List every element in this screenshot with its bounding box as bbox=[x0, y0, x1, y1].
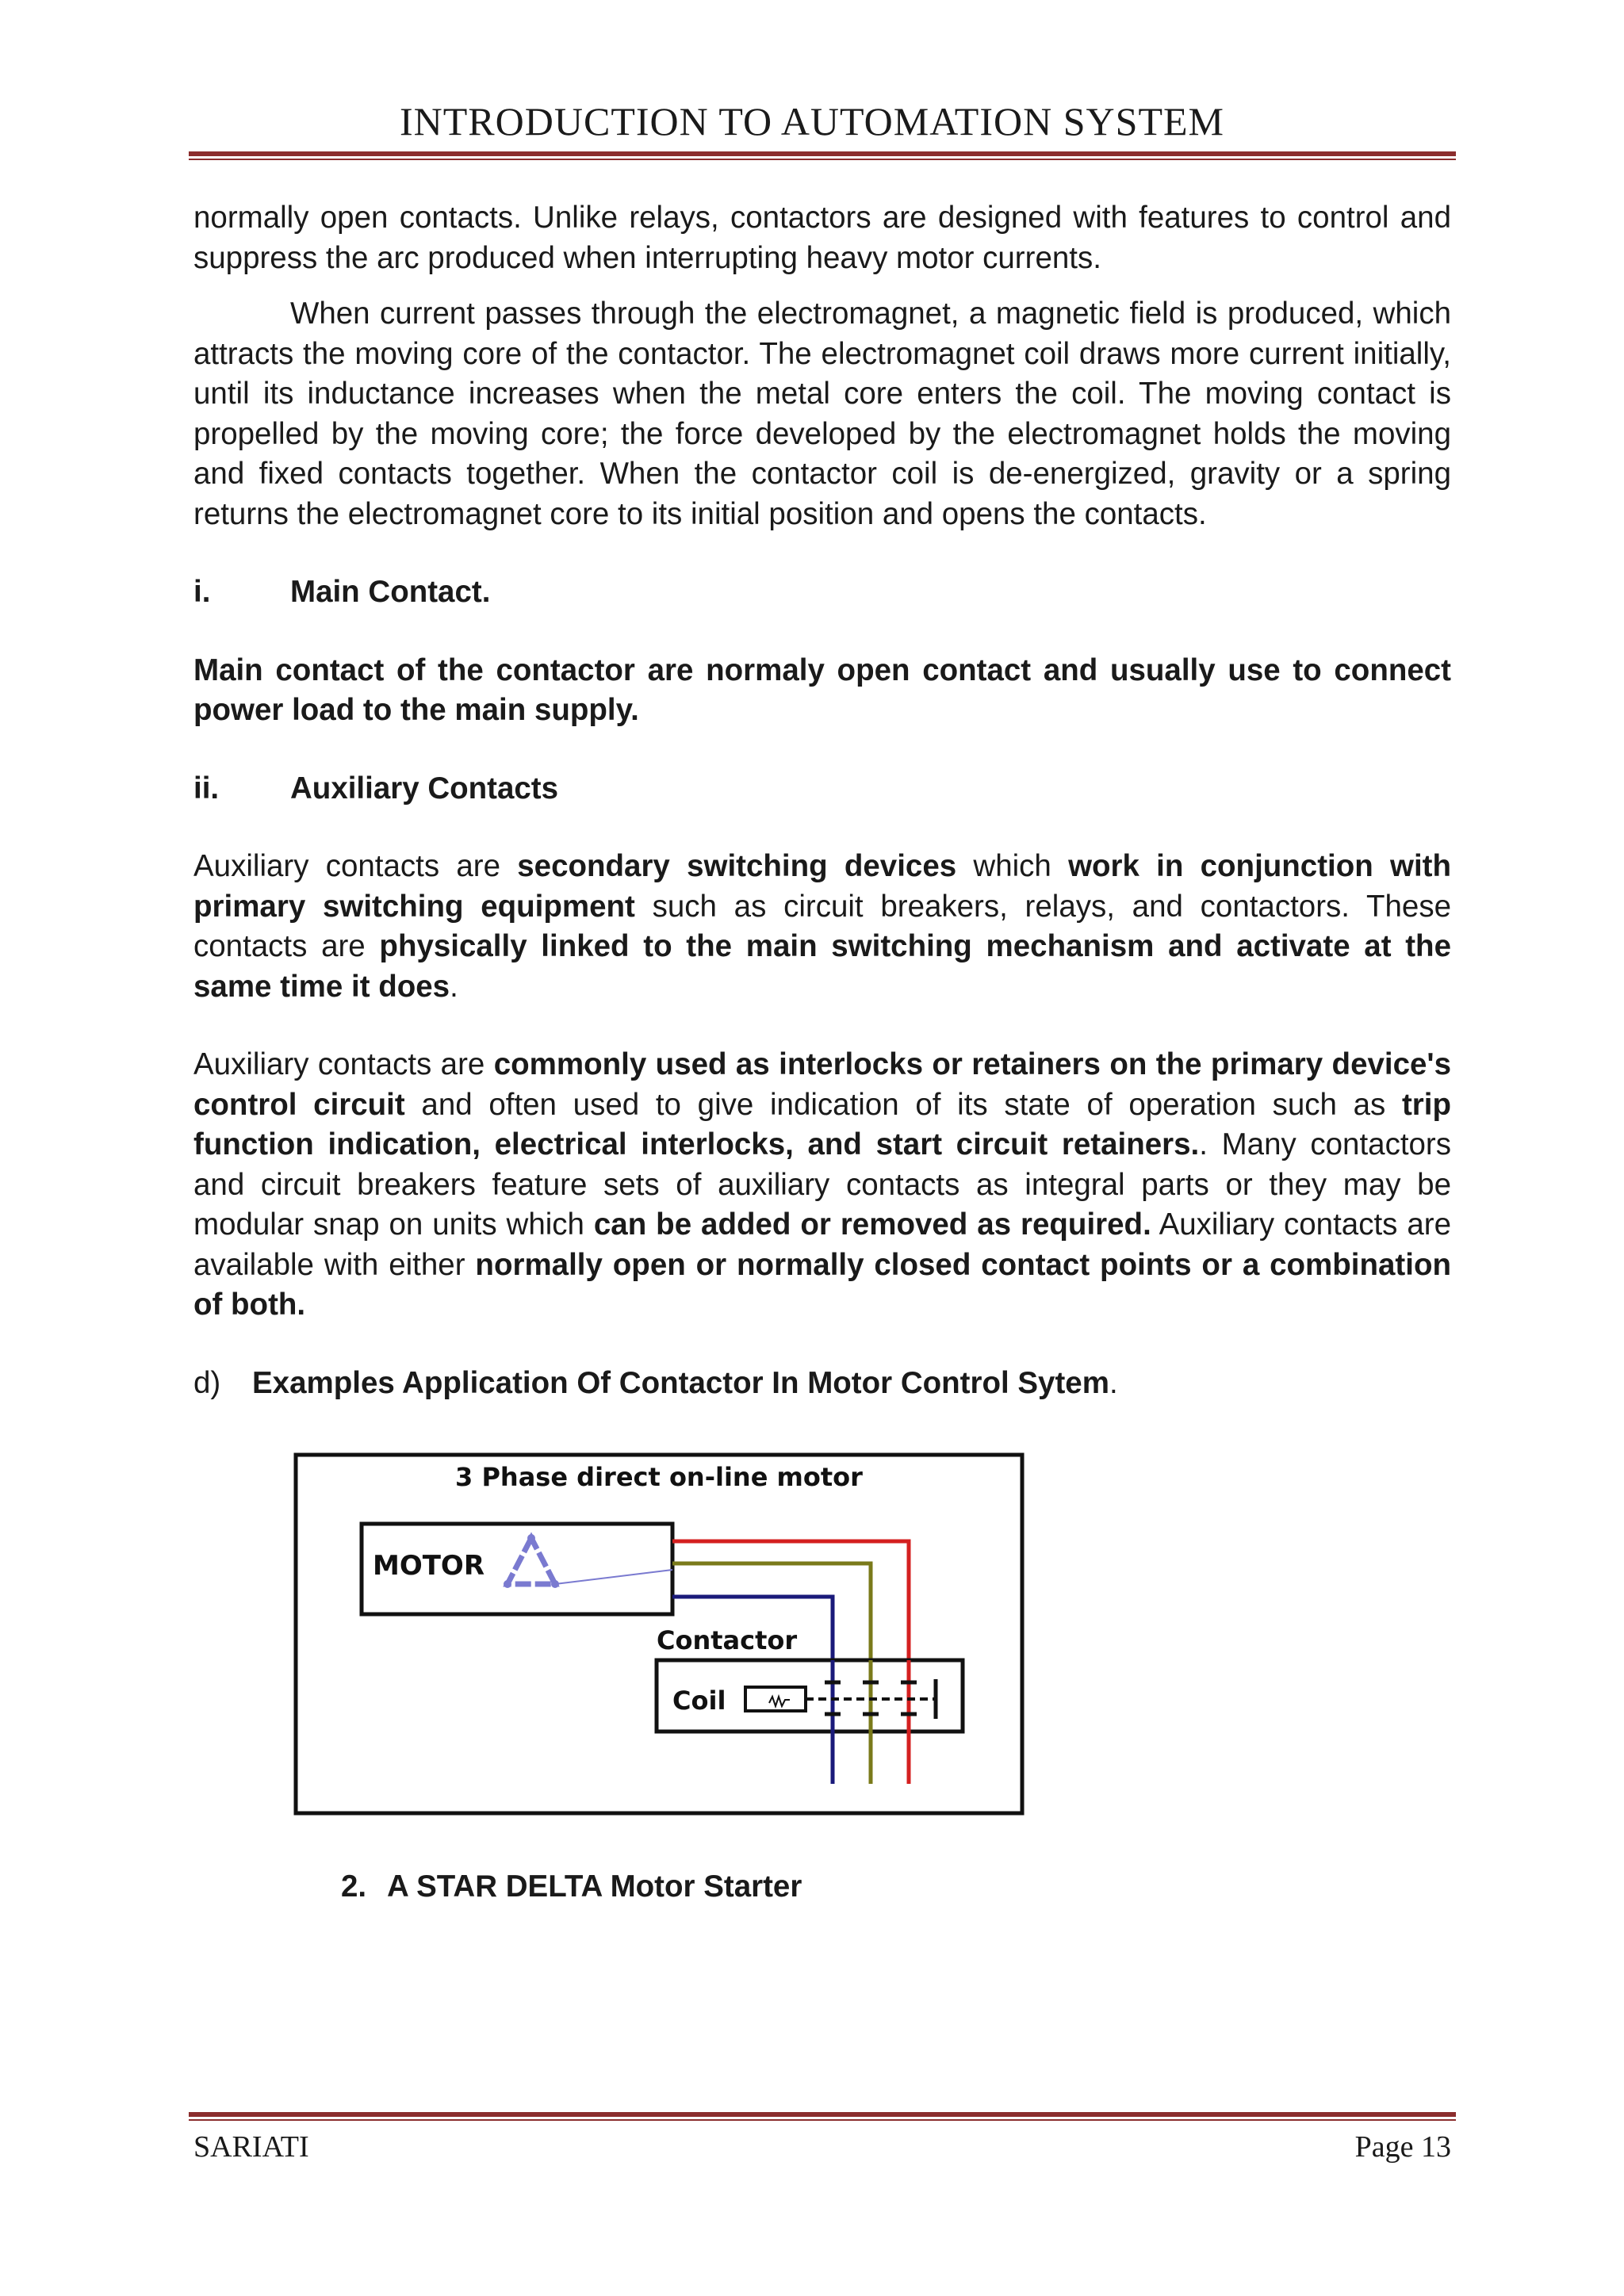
aux2-bold-4: normally open or normally closed contact points or a combination of both. bbox=[193, 1247, 1451, 1322]
page-header-title: INTRODUCTION TO AUTOMATION SYSTEM bbox=[400, 99, 1224, 144]
list-item-number: 2. bbox=[341, 1869, 367, 1904]
footer-page-number: Page 13 bbox=[1354, 2130, 1451, 2164]
aux1-text-2: which bbox=[956, 849, 1069, 883]
paragraph-main-contact: Main contact of the contactor are normaly open contact and usually use to connect power load to the main supply. bbox=[193, 652, 1451, 727]
section-ii-heading bbox=[193, 769, 1451, 809]
aux2-text-1: Auxiliary contacts are bbox=[193, 1047, 494, 1081]
aux2-text-3: . Many contactors and circuit breakers feature sets of auxiliary contacts as integral parts or they may be modular snap on units which bbox=[193, 1127, 1451, 1242]
section-d-heading bbox=[193, 1364, 1451, 1404]
aux2-text-4: Auxiliary contacts are available with either bbox=[193, 1207, 1451, 1282]
delta-node-left bbox=[504, 1580, 511, 1588]
section-ii-title: Auxiliary Contacts bbox=[290, 771, 559, 806]
delta-node-top bbox=[527, 1534, 535, 1542]
paragraph-contacts-intro: normally open contacts. Unlike relays, contactors are designed with features to control and suppress the arc produced when interrupting heavy motor currents. bbox=[193, 201, 1451, 275]
dol-starter-diagram bbox=[293, 1452, 1025, 1816]
section-i-heading bbox=[193, 572, 1451, 613]
paragraph-auxiliary-1 bbox=[193, 847, 1451, 1007]
paragraph-electromagnet: When current passes through the electromagnet, a magnetic field is produced, which attracts the moving core of the contactor. The electromagnet coil draws more current initially, until its inductance increases when the metal core enters the coil. The moving contact is propelled by the moving core; the force developed by the electromagnet holds the moving and fixed contacts together. When the contactor coil is de-energized, gravity or a spring returns the electromagnet core to its initial position and opens the contacts. bbox=[193, 297, 1451, 531]
header-rule-thin bbox=[189, 159, 1456, 160]
aux2-bold-2: trip function indication, electrical interlocks, and start circuit retainers. bbox=[193, 1087, 1451, 1161]
aux1-bold-2: work in conjunction with primary switching equipment bbox=[193, 849, 1451, 924]
aux2-bold-3: can be added or removed as required. bbox=[593, 1207, 1151, 1242]
header-rule-thick bbox=[189, 151, 1456, 156]
aux2-bold-1: commonly used as interlocks or retainers on the primary device's control circuit bbox=[193, 1047, 1451, 1122]
list-item-star-delta bbox=[341, 1869, 802, 1904]
footer-author: SARIATI bbox=[193, 2130, 309, 2164]
motor-label: MOTOR bbox=[373, 1550, 485, 1582]
section-d-period: . bbox=[1109, 1365, 1118, 1400]
dol-diagram-svg bbox=[293, 1452, 1025, 1816]
aux1-bold-1: secondary switching devices bbox=[517, 849, 957, 883]
footer-rule-thick bbox=[189, 2112, 1456, 2117]
page-content bbox=[193, 198, 1451, 1517]
paragraph-auxiliary-2 bbox=[193, 1045, 1451, 1326]
aux1-bold-3: physically linked to the main switching mechanism and activate at the same time it does bbox=[193, 929, 1451, 1004]
list-item-text: A STAR DELTA Motor Starter bbox=[387, 1869, 802, 1904]
section-d-label: d) bbox=[193, 1365, 221, 1400]
aux1-text-4: . bbox=[450, 969, 458, 1004]
aux1-text-1: Auxiliary contacts are bbox=[193, 849, 518, 883]
coil-label: Coil bbox=[672, 1686, 726, 1716]
footer-rule-thin bbox=[189, 2119, 1456, 2121]
contactor-label: Contactor bbox=[657, 1625, 798, 1655]
section-d-title: Examples Application Of Contactor In Motor Control Sytem bbox=[252, 1365, 1109, 1400]
section-ii-number: ii. bbox=[193, 771, 220, 806]
section-i-number: i. bbox=[193, 575, 211, 609]
aux1-text-3: such as circuit breakers, relays, and contactors. These contacts are bbox=[193, 889, 1452, 963]
section-i-title: Main Contact. bbox=[290, 575, 491, 609]
aux2-text-2: and often used to give indication of its state of operation such as bbox=[404, 1087, 1402, 1122]
diagram-title: 3 Phase direct on-line motor bbox=[455, 1462, 863, 1492]
